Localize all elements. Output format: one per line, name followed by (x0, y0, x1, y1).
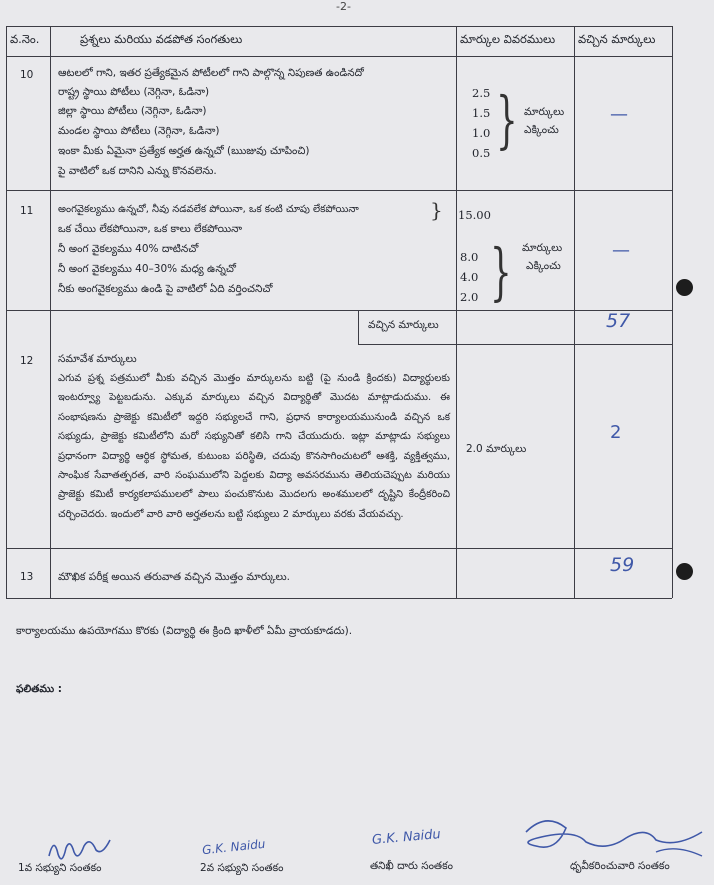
mark-value: 2.0 మార్కులు (466, 443, 527, 455)
question-line: మండల స్థాయి పోటీలు (నెగ్గినా, ఓడినా) (58, 125, 220, 137)
page-number: -2- (336, 0, 351, 13)
total-value: 59 (610, 554, 635, 576)
signature-label: ధృవీకరించువారి సంతకం (570, 860, 670, 872)
question-line: ఇంకా మీకు ఏమైనా ప్రత్యేక అర్హత ఉన్నచో (ఋజువు చూపించి) (58, 145, 310, 157)
obtained-mark: — (612, 240, 630, 261)
question-line: నీ అంగ వైకల్యము 40–30% మధ్య ఉన్నచో (58, 263, 237, 275)
signature-3: G.K. Naidu (371, 827, 442, 848)
row-number: 13 (20, 571, 34, 583)
row-number: 10 (20, 69, 34, 81)
mark-value: 2.5 (472, 86, 491, 100)
row-title: సమావేశ మార్కులు (58, 353, 137, 365)
signature-label: 2వ సభ్యుని సంతకం (200, 862, 284, 874)
header-sno: వ.నెం. (10, 32, 40, 46)
brace-label: మార్కులు (522, 242, 563, 254)
brace-icon: } (496, 83, 518, 156)
question-line: నీ అంగ వైకల్యము 40% దాటినచో (58, 243, 199, 255)
brace-icon: } (490, 235, 512, 308)
header-questions: ప్రశ్నలు మరియు వడపోత సంగతులు (80, 32, 243, 46)
brace-label: ఎక్కించు (524, 124, 559, 136)
header-marks-obtained: వచ్చిన మార్కులు (578, 32, 656, 46)
row-number: 11 (20, 205, 34, 217)
mark-value: 1.5 (472, 106, 491, 120)
obtained-mark: — (610, 104, 628, 125)
mark-value: 4.0 (460, 270, 479, 284)
mark-value: 2.0 (460, 290, 479, 304)
question-line: అంగవైకల్యము ఉన్నచో, నీవు నడవలేక పోయినా, ఒక కంటి చూపు లేకపోయినా (58, 204, 359, 215)
signature-label: తనిఖీ దారు సంతకం (370, 860, 453, 872)
question-line: పై వాటిలో ఒక దానిని ఎన్ను కొనవలెను. (58, 165, 217, 177)
question-line: రాష్ట్ర స్థాయి పోటీలు (నెగ్గినా, ఓడినా) (58, 86, 210, 98)
signature-2: G.K. Naidu (201, 836, 267, 858)
punch-hole (676, 279, 693, 296)
question-line: జిల్లా స్థాయి పోటీలు (నెగ్గినా, ఓడినా) (58, 105, 207, 117)
header-marks-details: మార్కుల వివరములు (460, 32, 556, 46)
brace-icon: } (430, 198, 443, 222)
question-line: ఒక చేయి లేకపోయినా, ఒక కాలు లేకపోయినా (58, 223, 243, 235)
subtotal-value: 57 (606, 310, 631, 332)
brace-label: మార్కులు (524, 106, 565, 118)
punch-hole (676, 563, 693, 580)
office-note: కార్యాలయము ఉపయోగము కొరకు (విద్యార్థి ఈ క్రింది ఖాళీలో ఏమీ వ్రాయకూడదు). (16, 625, 353, 637)
subtotal-label: వచ్చిన మార్కులు (368, 319, 439, 331)
mark-value: 0.5 (472, 146, 491, 160)
mark-value: 1.0 (472, 126, 491, 140)
interview-paragraph: ఎగువ ప్రశ్న పత్రములో మీకు వచ్చిన మొత్తం మార్కులను బట్టి (పై నుండి క్రిందకు) విద్యార్థులకు ఇంటర్వ్యూ పెట్టబడును. ఎక్కువ మార్కులు వచ్చిన విద్యార్థితో మొదట మాట్లాడుదుము. ఈ సంభాషణను ప్రాజెక్టు కమిటీలో ఇద్దరి సభ్యులచే గాని, ప్రధాన కార్యాలయమునుండి వచ్చిన ఒక సభ్యుడు, ప్రాజెక్టు కమిటీలోని మరో సభ్యునితో కలిసి గాని చేయుదురు. ఇట్లా మాట్లాడు సభ్యులు ప్రధానంగా విద్యార్థి ఆర్థిక స్థోమత, కుటుంబ పరిస్థితి, చదువు కొనసాగించుటలో ఆశక్తి, వ్యక్తిత్వము, సాంఘిక సేవాతత్పరత, వారి సంఘములోని పెద్దలకు విద్యా అవసరమును తెలియచెప్పుట మరియు ప్రాజెక్టు కమిటీ కార్యకలాపములలో పాలు పంచుకొనుట మొదలగు అంశములలో దృష్టిని కేంద్రీకరించి చర్చించెదరు. ఇందులో వారి వారి అర్హతలను బట్టి సభ్యులు 2 మార్కులు వరకు వేయవచ్చు. (58, 373, 450, 520)
obtained-mark: 2 (610, 422, 622, 443)
row-number: 12 (20, 355, 34, 367)
signature-label: 1వ సభ్యుని సంతకం (18, 862, 102, 874)
result-label: ఫలితము : (16, 683, 62, 695)
row-label: మౌఖిక పరీక్ష అయిన తరువాత వచ్చిన మొత్తం మార్కులు. (58, 571, 290, 583)
question-line: నీకు అంగవైకల్యము ఉండి పై వాటిలో ఏది వర్తించనిచో (58, 283, 273, 295)
question-line: ఆటలలో గాని, ఇతర ప్రత్యేకమైన పోటీలలో గాని పాల్గొన్న నిపుణత ఉండినదో (58, 67, 364, 79)
brace-label: ఎక్కించు (526, 260, 561, 272)
mark-value: 15.00 (458, 208, 491, 222)
mark-value: 8.0 (460, 250, 479, 264)
